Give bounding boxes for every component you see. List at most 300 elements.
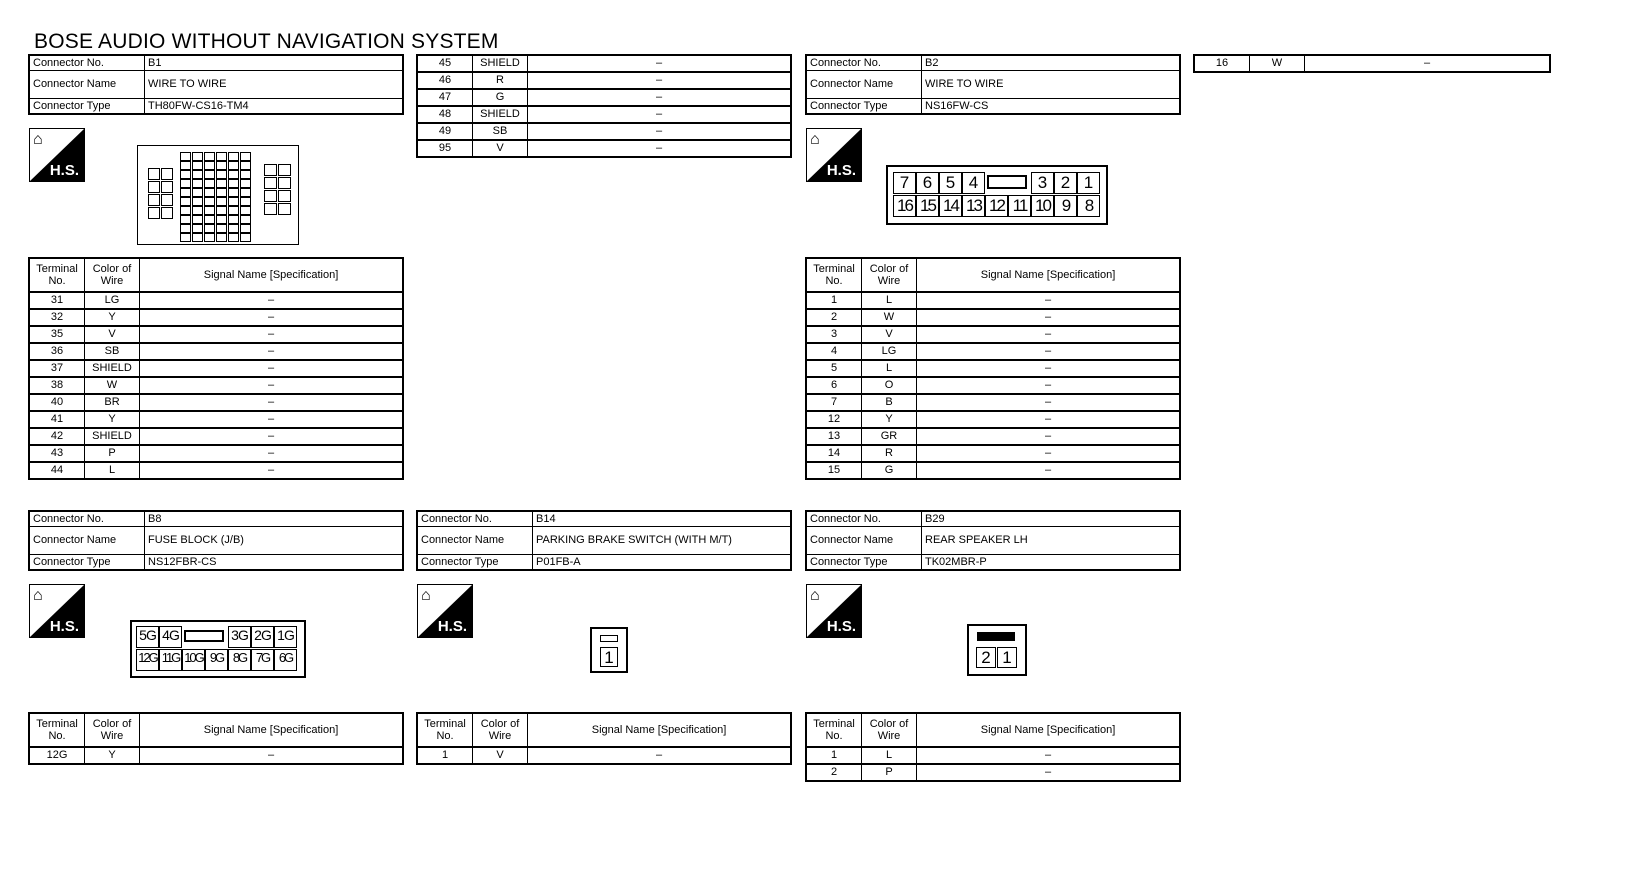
connector-name-label: Connector Name (806, 71, 922, 99)
connector-name-label: Connector Name (29, 527, 145, 555)
terminal-no-header: Terminal No. (29, 713, 85, 747)
signal-name: – (140, 462, 404, 479)
connector-no-value: B1 (145, 55, 404, 71)
signal-name: – (140, 411, 404, 428)
signal-name: – (917, 394, 1181, 411)
hs-icon: ⌂ H.S. (29, 128, 85, 182)
signal-name: – (528, 140, 792, 157)
terminal-no: 43 (29, 445, 85, 462)
connector-type-value: P01FB-A (533, 555, 792, 571)
terminal-no: 12 (806, 411, 862, 428)
wire-color: SHIELD (473, 106, 528, 123)
pin-cavity (204, 197, 215, 206)
terminal-row (29, 428, 403, 445)
wire-color: SB (85, 343, 140, 360)
terminal-row (29, 377, 403, 394)
terminal-no: 2 (806, 309, 862, 326)
connector-b8-face (130, 620, 306, 678)
pin-cavity (180, 152, 191, 161)
pin-label: 10 (1031, 195, 1054, 217)
pin-cavity (192, 224, 203, 233)
signal-name: – (140, 428, 404, 445)
signal-name-header: Signal Name [Specification] (140, 713, 404, 747)
pin-cavity (228, 233, 239, 242)
pin-cavity (192, 197, 203, 206)
signal-name: – (140, 360, 404, 377)
signal-name: – (140, 343, 404, 360)
pin-cavity (264, 190, 277, 202)
terminal-row (417, 123, 791, 140)
pin-label: 14 (939, 195, 962, 217)
pin-cavity (148, 207, 160, 219)
connector-b29-info (805, 510, 1181, 571)
pin-label: 1 (600, 647, 618, 667)
terminal-no-header: Terminal No. (417, 713, 473, 747)
pin-cavity (228, 224, 239, 233)
color-of-wire-header: Color of Wire (85, 258, 140, 292)
wire-color: L (862, 360, 917, 377)
signal-name: – (917, 764, 1181, 781)
terminal-no: 1 (417, 747, 473, 764)
pin-cavity (192, 152, 203, 161)
pin-cavity (228, 152, 239, 161)
wire-color: LG (862, 343, 917, 360)
pin-label: 5G (136, 626, 159, 648)
connector-type-value: TH80FW-CS16-TM4 (145, 99, 404, 115)
terminal-row (417, 55, 791, 72)
pin-cavity (180, 170, 191, 179)
connector-name-value: REAR SPEAKER LH (922, 527, 1181, 555)
terminal-no: 32 (29, 309, 85, 326)
wire-color: W (1250, 55, 1305, 72)
terminal-row (806, 360, 1180, 377)
pin-cavity (204, 179, 215, 188)
signal-name: – (140, 394, 404, 411)
connector-no-label: Connector No. (806, 511, 922, 527)
pin-cavity (264, 203, 277, 215)
pin-cavity (240, 170, 251, 179)
pin-cavity (240, 206, 251, 215)
signal-name: – (917, 360, 1181, 377)
signal-name: – (917, 292, 1181, 309)
signal-name: – (140, 445, 404, 462)
wire-color: L (862, 292, 917, 309)
signal-name: – (140, 309, 404, 326)
wire-color: P (862, 764, 917, 781)
terminal-row (29, 343, 403, 360)
wire-color: P (85, 445, 140, 462)
pin-label: 15 (916, 195, 939, 217)
signal-name: – (1305, 55, 1551, 72)
wire-color: O (862, 377, 917, 394)
connector-b1-terminal-table (28, 257, 404, 480)
terminal-no: 3 (806, 326, 862, 343)
pin-cavity (240, 188, 251, 197)
connector-b2-face (886, 165, 1108, 225)
signal-name: – (528, 72, 792, 89)
connector-type-value: TK02MBR-P (922, 555, 1181, 571)
pin-label: 2 (1054, 172, 1077, 194)
terminal-row (29, 462, 403, 479)
connector-type-label: Connector Type (417, 555, 533, 571)
pin-cavity (204, 233, 215, 242)
pin-cavity (264, 177, 277, 189)
connector-b1-terminal-table-continued (416, 54, 792, 158)
terminal-row (29, 326, 403, 343)
pin-cavity (192, 233, 203, 242)
signal-name-header: Signal Name [Specification] (528, 713, 792, 747)
signal-name: – (917, 326, 1181, 343)
terminal-no-header: Terminal No. (29, 258, 85, 292)
pin-label: 9G (205, 649, 228, 671)
pin-label: 4G (159, 626, 182, 648)
pin-label: 1 (1077, 172, 1100, 194)
terminal-row (1194, 55, 1550, 72)
connector-name-value: FUSE BLOCK (J/B) (145, 527, 404, 555)
terminal-row (806, 292, 1180, 309)
terminal-no: 48 (417, 106, 473, 123)
pin-cavity (161, 207, 173, 219)
pin-cavity (264, 164, 277, 176)
terminal-no: 12G (29, 747, 85, 764)
signal-name: – (528, 123, 792, 140)
terminal-no: 49 (417, 123, 473, 140)
pin-cavity (240, 215, 251, 224)
pin-cavity (228, 215, 239, 224)
connector-no-label: Connector No. (29, 55, 145, 71)
signal-name: – (140, 377, 404, 394)
signal-name-header: Signal Name [Specification] (140, 258, 404, 292)
terminal-row (29, 411, 403, 428)
terminal-no: 13 (806, 428, 862, 445)
pin-label: 3 (1031, 172, 1054, 194)
terminal-no: 6 (806, 377, 862, 394)
pin-cavity (180, 215, 191, 224)
connector-b14-face (590, 627, 628, 673)
pin-cavity (148, 194, 160, 206)
terminal-row (417, 140, 791, 157)
terminal-row (806, 411, 1180, 428)
pin-cavity (192, 161, 203, 170)
terminal-row (806, 428, 1180, 445)
wire-color: G (473, 89, 528, 106)
pin-label: 12G (136, 649, 159, 671)
connector-type-value: NS12FBR-CS (145, 555, 404, 571)
hs-icon: ⌂ H.S. (417, 584, 473, 638)
signal-name: – (917, 462, 1181, 479)
terminal-row (806, 462, 1180, 479)
connector-no-value: B8 (145, 511, 404, 527)
terminal-row (806, 309, 1180, 326)
wire-color: SHIELD (85, 360, 140, 377)
terminal-row (806, 377, 1180, 394)
page-title: BOSE AUDIO WITHOUT NAVIGATION SYSTEM (34, 30, 499, 53)
pin-cavity (192, 215, 203, 224)
connector-type-label: Connector Type (29, 555, 145, 571)
pin-cavity (216, 206, 227, 215)
pin-label: 16 (893, 195, 916, 217)
wire-color: SHIELD (85, 428, 140, 445)
terminal-no: 46 (417, 72, 473, 89)
pin-label: 6G (274, 649, 297, 671)
wire-color: Y (862, 411, 917, 428)
terminal-row (29, 394, 403, 411)
connector-name-label: Connector Name (417, 527, 533, 555)
pin-label: 8G (228, 649, 251, 671)
pin-label: 6 (916, 172, 939, 194)
wire-color: G (862, 462, 917, 479)
wire-color: V (862, 326, 917, 343)
pin-label: 3G (228, 626, 251, 648)
pin-cavity (278, 177, 291, 189)
signal-name: – (528, 106, 792, 123)
connector-type-label: Connector Type (806, 99, 922, 115)
terminal-no: 38 (29, 377, 85, 394)
terminal-no: 40 (29, 394, 85, 411)
terminal-row (29, 445, 403, 462)
pin-label: 11 (1008, 195, 1031, 217)
terminal-row (29, 360, 403, 377)
terminal-row (417, 72, 791, 89)
pin-label: 10G (182, 649, 205, 671)
connector-b1-info (28, 54, 404, 115)
signal-name: – (528, 747, 792, 764)
pin-cavity (192, 188, 203, 197)
pin-cavity (148, 168, 160, 180)
pin-cavity (216, 233, 227, 242)
terminal-row (417, 89, 791, 106)
terminal-no-header: Terminal No. (806, 258, 862, 292)
connector-b2-info (805, 54, 1181, 115)
signal-name: – (917, 343, 1181, 360)
pin-cavity (161, 194, 173, 206)
signal-name: – (528, 89, 792, 106)
pin-label: 13 (962, 195, 985, 217)
connector-b14-terminal-table (416, 712, 792, 765)
terminal-row (417, 747, 791, 764)
pin-label: 2G (251, 626, 274, 648)
connector-type-label: Connector Type (806, 555, 922, 571)
signal-name: – (917, 445, 1181, 462)
terminal-no: 16 (1194, 55, 1250, 72)
terminal-no: 5 (806, 360, 862, 377)
pin-cavity (278, 164, 291, 176)
wire-color: Y (85, 411, 140, 428)
pin-cavity (228, 170, 239, 179)
terminal-row (806, 747, 1180, 764)
pin-cavity (204, 188, 215, 197)
terminal-no: 14 (806, 445, 862, 462)
connector-b2-terminal-table-continued (1193, 54, 1551, 73)
pin-label: 1 (997, 647, 1017, 668)
connector-name-label: Connector Name (29, 71, 145, 99)
wire-color: SB (473, 123, 528, 140)
pin-cavity (240, 152, 251, 161)
pin-cavity (240, 197, 251, 206)
color-of-wire-header: Color of Wire (862, 713, 917, 747)
signal-name: – (917, 747, 1181, 764)
terminal-no: 44 (29, 462, 85, 479)
signal-name: – (140, 292, 404, 309)
wire-color: BR (85, 394, 140, 411)
connector-no-value: B29 (922, 511, 1181, 527)
terminal-row (29, 292, 403, 309)
wire-color: LG (85, 292, 140, 309)
pin-cavity (204, 206, 215, 215)
connector-b29-terminal-table (805, 712, 1181, 782)
connector-type-label: Connector Type (29, 99, 145, 115)
pin-cavity (216, 170, 227, 179)
pin-cavity (161, 168, 173, 180)
signal-name-header: Signal Name [Specification] (917, 713, 1181, 747)
terminal-no-header: Terminal No. (806, 713, 862, 747)
terminal-no: 4 (806, 343, 862, 360)
pin-cavity (180, 188, 191, 197)
wire-color: Y (85, 309, 140, 326)
terminal-no: 31 (29, 292, 85, 309)
pin-cavity (216, 224, 227, 233)
pin-label: 7G (251, 649, 274, 671)
wire-color: R (862, 445, 917, 462)
pin-cavity (192, 206, 203, 215)
connector-name-value: WIRE TO WIRE (145, 71, 404, 99)
connector-type-value: NS16FW-CS (922, 99, 1181, 115)
wire-color: B (862, 394, 917, 411)
pin-cavity (161, 181, 173, 193)
wire-color: W (862, 309, 917, 326)
pin-cavity (228, 197, 239, 206)
connector-b14-info (416, 510, 792, 571)
signal-name: – (140, 326, 404, 343)
terminal-no: 47 (417, 89, 473, 106)
pin-label: 9 (1054, 195, 1077, 217)
terminal-no: 37 (29, 360, 85, 377)
terminal-no: 1 (806, 747, 862, 764)
terminal-row (417, 106, 791, 123)
terminal-no: 7 (806, 394, 862, 411)
terminal-row (806, 394, 1180, 411)
color-of-wire-header: Color of Wire (862, 258, 917, 292)
connector-name-label: Connector Name (806, 527, 922, 555)
pin-cavity (192, 179, 203, 188)
pin-label: 2 (976, 647, 996, 668)
pin-cavity (240, 224, 251, 233)
connector-b1-face (137, 145, 299, 245)
wire-color: W (85, 377, 140, 394)
terminal-row (29, 309, 403, 326)
wire-color: V (473, 140, 528, 157)
connector-no-value: B2 (922, 55, 1181, 71)
pin-label: 11G (159, 649, 182, 671)
pin-cavity (180, 224, 191, 233)
hs-icon: ⌂ H.S. (806, 128, 862, 182)
pin-cavity (228, 188, 239, 197)
pin-label: 12 (985, 195, 1008, 217)
color-of-wire-header: Color of Wire (85, 713, 140, 747)
pin-cavity (228, 161, 239, 170)
terminal-no: 1 (806, 292, 862, 309)
pin-label: 4 (962, 172, 985, 194)
connector-no-label: Connector No. (417, 511, 533, 527)
terminal-no: 41 (29, 411, 85, 428)
connector-no-label: Connector No. (29, 511, 145, 527)
pin-cavity (240, 179, 251, 188)
wire-color: Y (85, 747, 140, 764)
signal-name: – (528, 55, 792, 72)
wire-color: V (473, 747, 528, 764)
pin-cavity (216, 161, 227, 170)
terminal-no: 2 (806, 764, 862, 781)
pin-label: 7 (893, 172, 916, 194)
connector-b8-info (28, 510, 404, 571)
pin-cavity (278, 203, 291, 215)
signal-name: – (917, 411, 1181, 428)
terminal-row (806, 445, 1180, 462)
pin-cavity (180, 161, 191, 170)
terminal-row (29, 747, 403, 764)
pin-label: 5 (939, 172, 962, 194)
connector-b8-terminal-table (28, 712, 404, 765)
signal-name: – (917, 309, 1181, 326)
terminal-no: 42 (29, 428, 85, 445)
terminal-no: 45 (417, 55, 473, 72)
color-of-wire-header: Color of Wire (473, 713, 528, 747)
hs-icon: ⌂ H.S. (29, 584, 85, 638)
connector-b2-terminal-table (805, 257, 1181, 480)
connector-no-value: B14 (533, 511, 792, 527)
wire-color: V (85, 326, 140, 343)
pin-label: 8 (1077, 195, 1100, 217)
pin-cavity (240, 161, 251, 170)
pin-cavity (192, 170, 203, 179)
connector-name-value: PARKING BRAKE SWITCH (WITH M/T) (533, 527, 792, 555)
pin-cavity (180, 206, 191, 215)
terminal-no: 35 (29, 326, 85, 343)
pin-cavity (204, 170, 215, 179)
pin-cavity (180, 179, 191, 188)
terminal-no: 15 (806, 462, 862, 479)
hs-icon: ⌂ H.S. (806, 584, 862, 638)
pin-label: 1G (274, 626, 297, 648)
pin-cavity (204, 224, 215, 233)
pin-cavity (216, 179, 227, 188)
pin-cavity (180, 197, 191, 206)
pin-cavity (216, 215, 227, 224)
pin-cavity (228, 179, 239, 188)
signal-name: – (917, 428, 1181, 445)
pin-cavity (240, 233, 251, 242)
pin-cavity (204, 215, 215, 224)
pin-cavity (278, 190, 291, 202)
pin-cavity (228, 206, 239, 215)
terminal-no: 95 (417, 140, 473, 157)
terminal-row (806, 343, 1180, 360)
pin-cavity (148, 181, 160, 193)
terminal-row (806, 326, 1180, 343)
pin-cavity (180, 233, 191, 242)
pin-cavity (216, 197, 227, 206)
wire-color: L (85, 462, 140, 479)
wire-color: R (473, 72, 528, 89)
terminal-row (806, 764, 1180, 781)
connector-no-label: Connector No. (806, 55, 922, 71)
signal-name: – (140, 747, 404, 764)
signal-name: – (917, 377, 1181, 394)
pin-cavity (204, 161, 215, 170)
connector-name-value: WIRE TO WIRE (922, 71, 1181, 99)
pin-cavity (216, 188, 227, 197)
pin-cavity (204, 152, 215, 161)
